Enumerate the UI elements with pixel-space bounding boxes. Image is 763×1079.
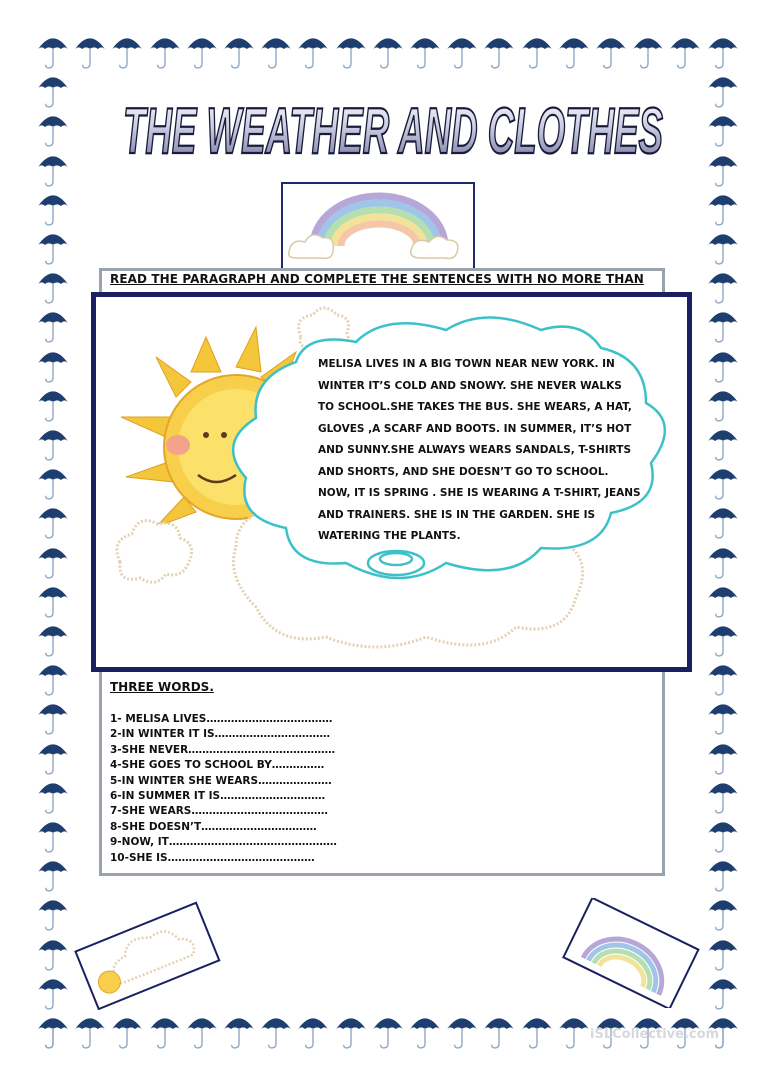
umbrella-icon [36, 69, 70, 109]
umbrella-icon [36, 736, 70, 776]
umbrella-icon [36, 383, 70, 423]
paragraph-line: AND TRAINERS. SHE IS IN THE GARDEN. SHE IS [318, 508, 596, 521]
umbrella-icon [445, 30, 479, 70]
umbrella-icon [110, 30, 144, 70]
umbrella-icon [222, 1010, 256, 1050]
umbrella-icon [185, 1010, 219, 1050]
umbrella-icon [36, 226, 70, 266]
umbrella-icon [36, 892, 70, 932]
umbrella-icon [706, 892, 740, 932]
umbrella-icon [36, 696, 70, 736]
umbrella-icon [36, 618, 70, 658]
paragraph-line: MELISA LIVES IN A BIG TOWN NEAR NEW YORK. IN [318, 358, 615, 370]
paragraph-line: AND SHORTS, AND SHE DOESN’T GO TO SCHOOL. [318, 465, 609, 478]
umbrella-icon [222, 30, 256, 70]
question-item: 1- MELISA LIVES……………………………… [110, 713, 333, 725]
umbrella-icon [36, 853, 70, 893]
umbrella-icon [706, 226, 740, 266]
umbrella-icon [706, 265, 740, 305]
umbrella-icon [706, 500, 740, 540]
question-item: 7-SHE WEARS………………………………… [110, 805, 328, 818]
paragraph-line: TO SCHOOL.SHE TAKES THE BUS. SHE WEARS, A HAT, [318, 401, 632, 413]
question-item: 2-IN WINTER IT IS…………………………… [110, 728, 331, 741]
instructions-line-2: THREE WORDS. [110, 680, 214, 694]
umbrella-icon [408, 1010, 442, 1050]
umbrella-icon [36, 108, 70, 148]
umbrella-icon [36, 461, 70, 501]
umbrella-icon [408, 30, 442, 70]
question-item: 9-NOW, IT………………………………………… [110, 836, 337, 849]
umbrella-icon [706, 383, 740, 423]
umbrella-icon [148, 1010, 182, 1050]
umbrella-icon [296, 30, 330, 70]
umbrella-icon [36, 304, 70, 344]
umbrella-icon [482, 30, 516, 70]
paragraph-line: AND SUNNY.SHE ALWAYS WEARS SANDALS, T-SHIRTS [318, 444, 632, 456]
umbrella-icon [706, 344, 740, 384]
umbrella-icon [594, 30, 628, 70]
umbrella-icon [36, 344, 70, 384]
umbrella-icon [36, 30, 70, 70]
umbrella-icon [706, 69, 740, 109]
rainbow-card [560, 898, 700, 1008]
umbrella-icon [296, 1010, 330, 1050]
umbrella-icon [706, 736, 740, 776]
umbrella-icon [36, 187, 70, 227]
umbrella-icon [36, 579, 70, 619]
question-item: 5-IN WINTER SHE WEARS………………… [110, 774, 332, 787]
umbrella-icon [706, 579, 740, 619]
question-item: 6-IN SUMMER IT IS………………………… [110, 790, 326, 803]
umbrella-icon [706, 304, 740, 344]
umbrella-icon [557, 30, 591, 70]
umbrella-icon [259, 1010, 293, 1050]
question-list [110, 712, 337, 866]
umbrella-icon [706, 618, 740, 658]
page-title-text: THE WEATHER AND CLOTHES [123, 94, 663, 166]
umbrella-icon [185, 30, 219, 70]
rainbow-icon [283, 184, 473, 268]
umbrella-icon [668, 30, 702, 70]
paragraph-line: GLOVES ,A SCARF AND BOOTS. IN SUMMER, IT’S HOT [318, 422, 632, 435]
umbrella-icon [36, 932, 70, 972]
umbrella-icon [520, 1010, 554, 1050]
page-title [118, 86, 668, 166]
umbrella-icon [706, 108, 740, 148]
question-item: 4-SHE GOES TO SCHOOL BY…………… [110, 759, 325, 772]
sun-cloud-card [72, 900, 222, 1010]
umbrella-icon [73, 1010, 107, 1050]
umbrella-icon [36, 265, 70, 305]
umbrella-icon [371, 1010, 405, 1050]
umbrella-icon [706, 422, 740, 462]
umbrella-icon [334, 30, 368, 70]
umbrella-icon [706, 461, 740, 501]
rainbow-image [281, 182, 475, 270]
question-item: 10-SHE IS…………………………………… [110, 851, 315, 864]
umbrella-icon [706, 657, 740, 697]
umbrella-icon [36, 148, 70, 188]
umbrella-icon [36, 500, 70, 540]
umbrella-icon [445, 1010, 479, 1050]
umbrella-icon [706, 696, 740, 736]
umbrella-icon [706, 932, 740, 972]
umbrella-icon [36, 422, 70, 462]
paragraph-line: WINTER IT’S COLD AND SNOWY. SHE NEVER WALKS [318, 379, 622, 392]
umbrella-icon [36, 775, 70, 815]
umbrella-icon [259, 30, 293, 70]
umbrella-icon [706, 540, 740, 580]
umbrella-icon [482, 1010, 516, 1050]
umbrella-icon [36, 814, 70, 854]
umbrella-icon [706, 853, 740, 893]
reading-paragraph [318, 354, 641, 548]
instructions-line-1: READ THE PARAGRAPH AND COMPLETE THE SENTENCES WITH NO MORE THAN [110, 272, 644, 286]
umbrella-icon [706, 187, 740, 227]
umbrella-icon [706, 971, 740, 1011]
watermark: iSLCollective.com [590, 1027, 720, 1042]
umbrella-icon [334, 1010, 368, 1050]
umbrella-icon [706, 30, 740, 70]
umbrella-icon [631, 30, 665, 70]
umbrella-icon [36, 1010, 70, 1050]
umbrella-icon [706, 148, 740, 188]
umbrella-icon [371, 30, 405, 70]
umbrella-icon [520, 30, 554, 70]
umbrella-icon [110, 1010, 144, 1050]
umbrella-icon [36, 540, 70, 580]
umbrella-icon [557, 1010, 591, 1050]
umbrella-icon [148, 30, 182, 70]
umbrella-icon [706, 775, 740, 815]
question-item: 3-SHE NEVER…………………………………… [110, 743, 336, 756]
umbrella-icon [36, 971, 70, 1011]
umbrella-icon [73, 30, 107, 70]
paragraph-line: NOW, IT IS SPRING . SHE IS WEARING A T-SHIRT, JEANS [318, 487, 641, 499]
umbrella-icon [706, 814, 740, 854]
question-item: 8-SHE DOESN’T…………………………… [110, 820, 317, 833]
umbrella-icon [36, 657, 70, 697]
paragraph-line: WATERING THE PLANTS. [318, 530, 461, 542]
